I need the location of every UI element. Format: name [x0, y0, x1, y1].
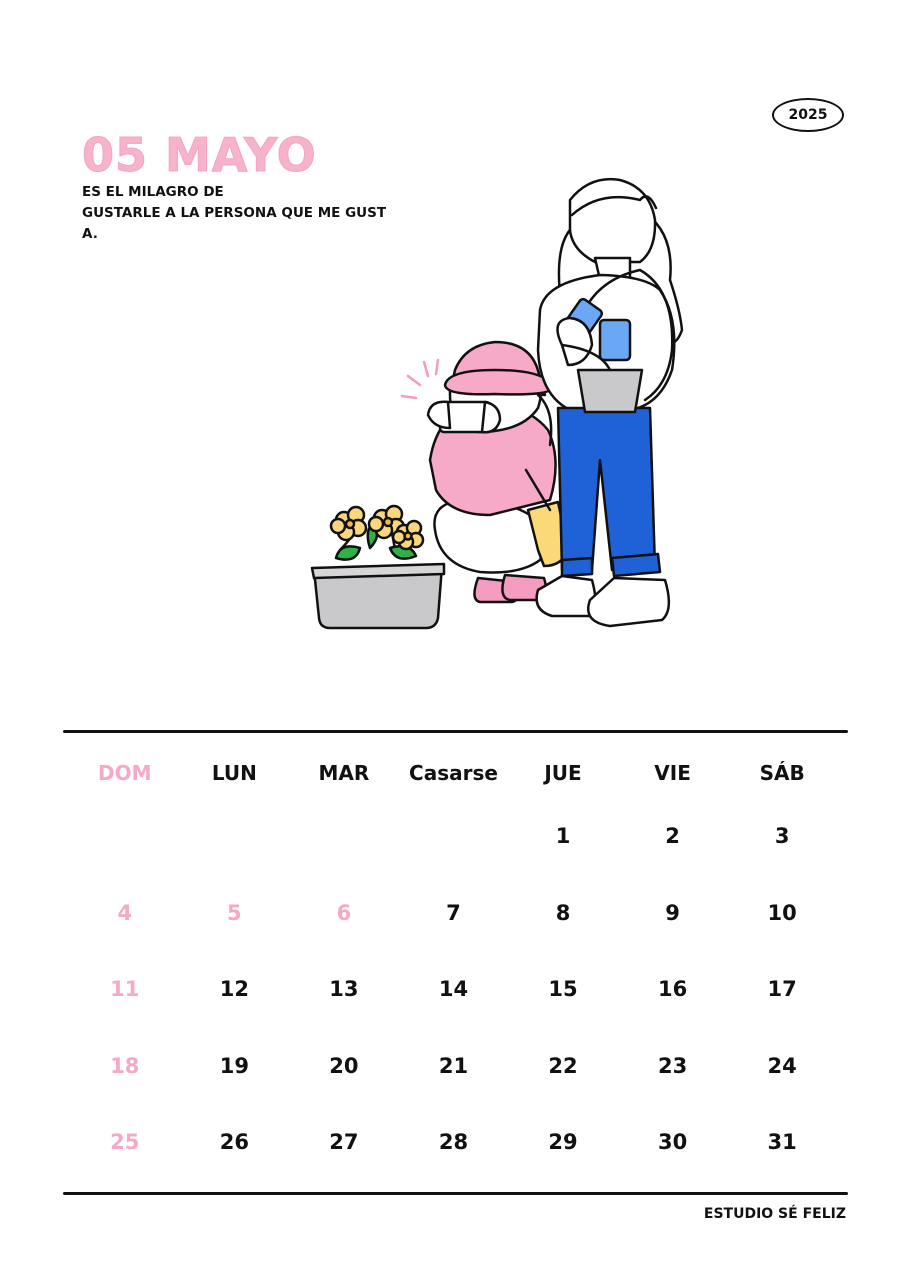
calendar-day: 31: [767, 1130, 797, 1155]
calendar-day: 19: [219, 1053, 249, 1078]
year-badge: [772, 98, 844, 132]
calendar-grid: [70, 748, 837, 1181]
weekday-label: VIE: [654, 761, 691, 785]
weekday-label: MAR: [318, 761, 370, 785]
calendar-week-row: [70, 1104, 837, 1181]
quote-line: ES EL MILAGRO DE: [82, 184, 224, 200]
calendar-day: 7: [446, 900, 461, 925]
year-label: 2025: [788, 107, 828, 123]
two-girls-illustration: [300, 170, 700, 640]
calendar-day: 14: [438, 977, 469, 1002]
calendar-day: 11: [110, 977, 140, 1002]
calendar-day: 8: [555, 900, 571, 925]
calendar-top-rule: [63, 730, 848, 733]
calendar-day: 12: [219, 977, 249, 1002]
calendar-day: 26: [219, 1130, 249, 1155]
weekday-header-row: [70, 748, 837, 798]
calendar-week-row: [70, 1028, 837, 1105]
weekday-label: DOM: [98, 761, 152, 785]
weekday-label: JUE: [544, 761, 582, 785]
calendar-day: 25: [110, 1130, 140, 1155]
quote-line: A.: [82, 226, 98, 242]
calendar-day: 30: [657, 1130, 688, 1155]
brand-footer: ESTUDIO SÉ FELIZ: [703, 1206, 846, 1222]
calendar-day: 4: [117, 900, 133, 925]
calendar-day: [70, 798, 180, 875]
calendar-day: 28: [438, 1130, 469, 1155]
calendar-day: 10: [767, 900, 797, 925]
calendar-day: 21: [438, 1053, 469, 1078]
calendar-day: 18: [110, 1053, 140, 1078]
quote-line: GUSTARLE A LA PERSONA QUE ME GUST: [82, 205, 387, 221]
flower-icon: [331, 507, 366, 540]
calendar-day: 16: [657, 977, 688, 1002]
calendar-week-row: [70, 951, 837, 1028]
calendar-bottom-rule: [63, 1192, 848, 1195]
weekday-label: Casarse: [409, 761, 498, 785]
calendar-day: 5: [227, 900, 242, 925]
calendar-day: [180, 798, 290, 875]
calendar-weeks: [70, 798, 837, 1181]
calendar-day: [289, 798, 399, 875]
calendar-day: 17: [767, 977, 797, 1002]
calendar-day: 27: [329, 1130, 359, 1155]
calendar-day: 3: [774, 824, 790, 849]
calendar-week-row: [70, 798, 837, 875]
calendar-day: 23: [657, 1053, 688, 1078]
calendar-day: 29: [548, 1130, 578, 1155]
weekday-label: LUN: [211, 761, 257, 785]
calendar-day: 2: [665, 824, 680, 849]
calendar-day: 1: [555, 824, 571, 849]
calendar-day: 9: [665, 900, 680, 925]
calendar-day: 6: [336, 900, 352, 925]
calendar-day: 24: [767, 1053, 797, 1078]
month-title: 05 MAYO: [82, 128, 317, 182]
weekday-label: SÁB: [759, 761, 805, 785]
calendar-day: 22: [548, 1053, 578, 1078]
calendar-day: 20: [329, 1053, 359, 1078]
calendar-day: 15: [548, 977, 578, 1002]
calendar-day: [399, 798, 509, 875]
calendar-day: 13: [329, 977, 359, 1002]
calendar-week-row: [70, 875, 837, 952]
